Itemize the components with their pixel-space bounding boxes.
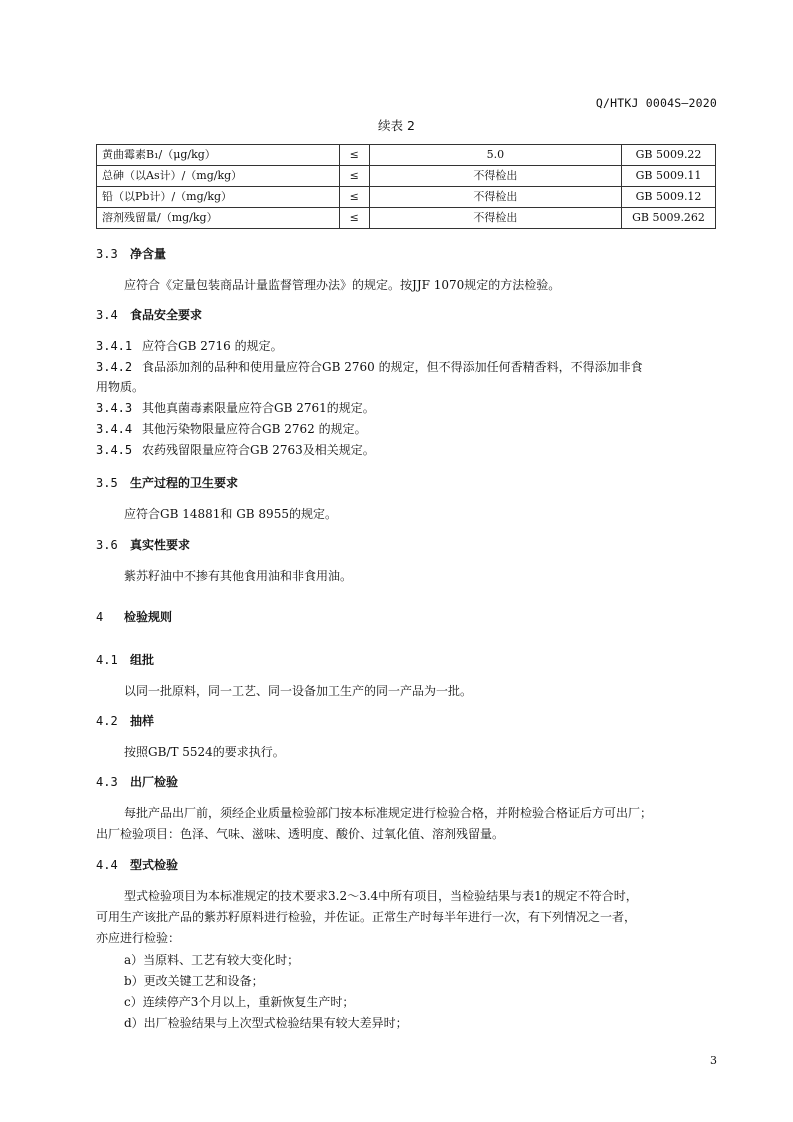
clause-number: 3.4.3 <box>96 401 133 415</box>
table-cell-operator: ≤ <box>339 145 369 166</box>
clause-number: 3.4.2 <box>96 360 133 374</box>
section-number: 4.3 <box>96 775 118 789</box>
table-cell-item: 总砷（以As计）/（mg/kg） <box>97 166 340 187</box>
paragraph-type-inspection-line1: 型式检验项目为本标准规定的技术要求3.2～3.4中所有项目，当检验结果与表1的规定不符合时， <box>124 889 638 903</box>
continued-table <box>96 144 716 229</box>
table-row <box>97 208 716 229</box>
table-cell-operator: ≤ <box>339 166 369 187</box>
clause-number: 3.4.5 <box>96 443 133 457</box>
section-title: 抽样 <box>130 714 155 728</box>
table-cell-item: 黄曲霉素B₁/（μg/kg） <box>97 145 340 166</box>
section-heading-4-1 <box>96 651 154 668</box>
list-item: a）当原料、工艺有较大变化时； <box>124 953 300 967</box>
table-cell-value: 5.0 <box>369 145 621 166</box>
section-title: 出厂检验 <box>130 775 179 789</box>
clause-number: 3.4.4 <box>96 422 133 436</box>
paragraph-type-inspection-line3: 亦应进行检验： <box>96 931 181 945</box>
paragraph-hygiene: 应符合GB 14881和 GB 8955的规定。 <box>124 507 337 521</box>
paragraph-type-inspection-line2: 可用生产该批产品的紫苏籽原料进行检验，并佐证。正常生产时每半年进行一次，有下列情况之一者， <box>96 910 637 924</box>
section-number: 4.4 <box>96 858 118 872</box>
clause-3-4-1 <box>96 336 718 356</box>
section-heading-4-2 <box>96 712 154 729</box>
section-heading-3-5 <box>96 474 238 491</box>
clause-text: 其他真菌毒素限量应符合GB 2761的规定。 <box>142 401 375 415</box>
section-heading-4-4 <box>96 856 178 873</box>
section-number: 3.5 <box>96 476 118 490</box>
table-cell-item: 铅（以Pb计）/（mg/kg） <box>97 187 340 208</box>
clause-text: 其他污染物限量应符合GB 2762 的规定。 <box>142 422 367 436</box>
section-number: 3.4 <box>96 308 118 322</box>
paragraph-authenticity: 紫苏籽油中不掺有其他食用油和非食用油。 <box>124 569 353 583</box>
list-item: b）更改关键工艺和设备； <box>124 974 264 988</box>
table-cell-value: 不得检出 <box>369 208 621 229</box>
section-title: 检验规则 <box>124 610 173 624</box>
paragraph-net-content: 应符合《定量包装商品计量监督管理办法》的规定。按JJF 1070规定的方法检验。 <box>124 278 561 292</box>
table-cell-operator: ≤ <box>339 187 369 208</box>
clause-text: 农药残留限量应符合GB 2763及相关规定。 <box>142 443 375 457</box>
section-heading-4-3 <box>96 773 178 790</box>
table-cell-method: GB 5009.11 <box>622 166 716 187</box>
list-item: d）出厂检验结果与上次型式检验结果有较大差异时； <box>124 1016 408 1030</box>
clause-3-4-2-continued: 用物质。 <box>96 380 145 394</box>
section-number: 4.1 <box>96 653 118 667</box>
section-number: 3.6 <box>96 538 118 552</box>
paragraph-batch: 以同一批原料，同一工艺、同一设备加工生产的同一产品为一批。 <box>124 684 473 698</box>
section-title: 生产过程的卫生要求 <box>130 476 239 490</box>
table-cell-item: 溶剂残留量/（mg/kg） <box>97 208 340 229</box>
section-heading-4 <box>96 608 172 625</box>
section-title: 组批 <box>130 653 155 667</box>
clause-text: 应符合GB 2716 的规定。 <box>142 339 283 353</box>
table-row <box>97 187 716 208</box>
clause-3-4-4 <box>96 419 718 439</box>
paragraph-factory-inspection-line1: 每批产品出厂前，须经企业质量检验部门按本标准规定进行检验合格，并附检验合格证后方可出厂； <box>124 806 653 820</box>
section-heading-3-6 <box>96 536 190 553</box>
clause-3-4-3 <box>96 398 718 418</box>
section-number: 4.2 <box>96 714 118 728</box>
table-cell-value: 不得检出 <box>369 187 621 208</box>
section-title: 食品安全要求 <box>130 308 203 322</box>
section-title: 型式检验 <box>130 858 179 872</box>
clause-3-4-2 <box>96 357 718 377</box>
clause-3-4-5 <box>96 440 718 460</box>
section-number: 3.3 <box>96 247 118 261</box>
paragraph-sampling: 按照GB/T 5524的要求执行。 <box>124 745 285 759</box>
paragraph-factory-inspection-line2: 出厂检验项目：色泽、气味、滋味、透明度、酸价、过氧化值、溶剂残留量。 <box>96 827 505 841</box>
section-heading-3-3 <box>96 245 166 262</box>
list-item: c）连续停产3个月以上，重新恢复生产时； <box>124 995 355 1009</box>
table-cell-method: GB 5009.12 <box>622 187 716 208</box>
table-cell-method: GB 5009.262 <box>622 208 716 229</box>
table-cell-value: 不得检出 <box>369 166 621 187</box>
section-title: 真实性要求 <box>130 538 191 552</box>
page-number: 3 <box>710 1054 717 1067</box>
table-cell-method: GB 5009.22 <box>622 145 716 166</box>
clause-text: 食品添加剂的品种和使用量应符合GB 2760 的规定，但不得添加任何香精香料，不得添加非食 <box>142 360 643 374</box>
section-title: 净含量 <box>130 247 167 261</box>
section-heading-3-4 <box>96 306 202 323</box>
clause-number: 3.4.1 <box>96 339 133 353</box>
table-cell-operator: ≤ <box>339 208 369 229</box>
document-number: Q/HTKJ 0004S—2020 <box>595 96 717 110</box>
table-caption: 续表 2 <box>378 118 415 133</box>
section-number: 4 <box>96 610 104 624</box>
table-row <box>97 145 716 166</box>
table-row <box>97 166 716 187</box>
